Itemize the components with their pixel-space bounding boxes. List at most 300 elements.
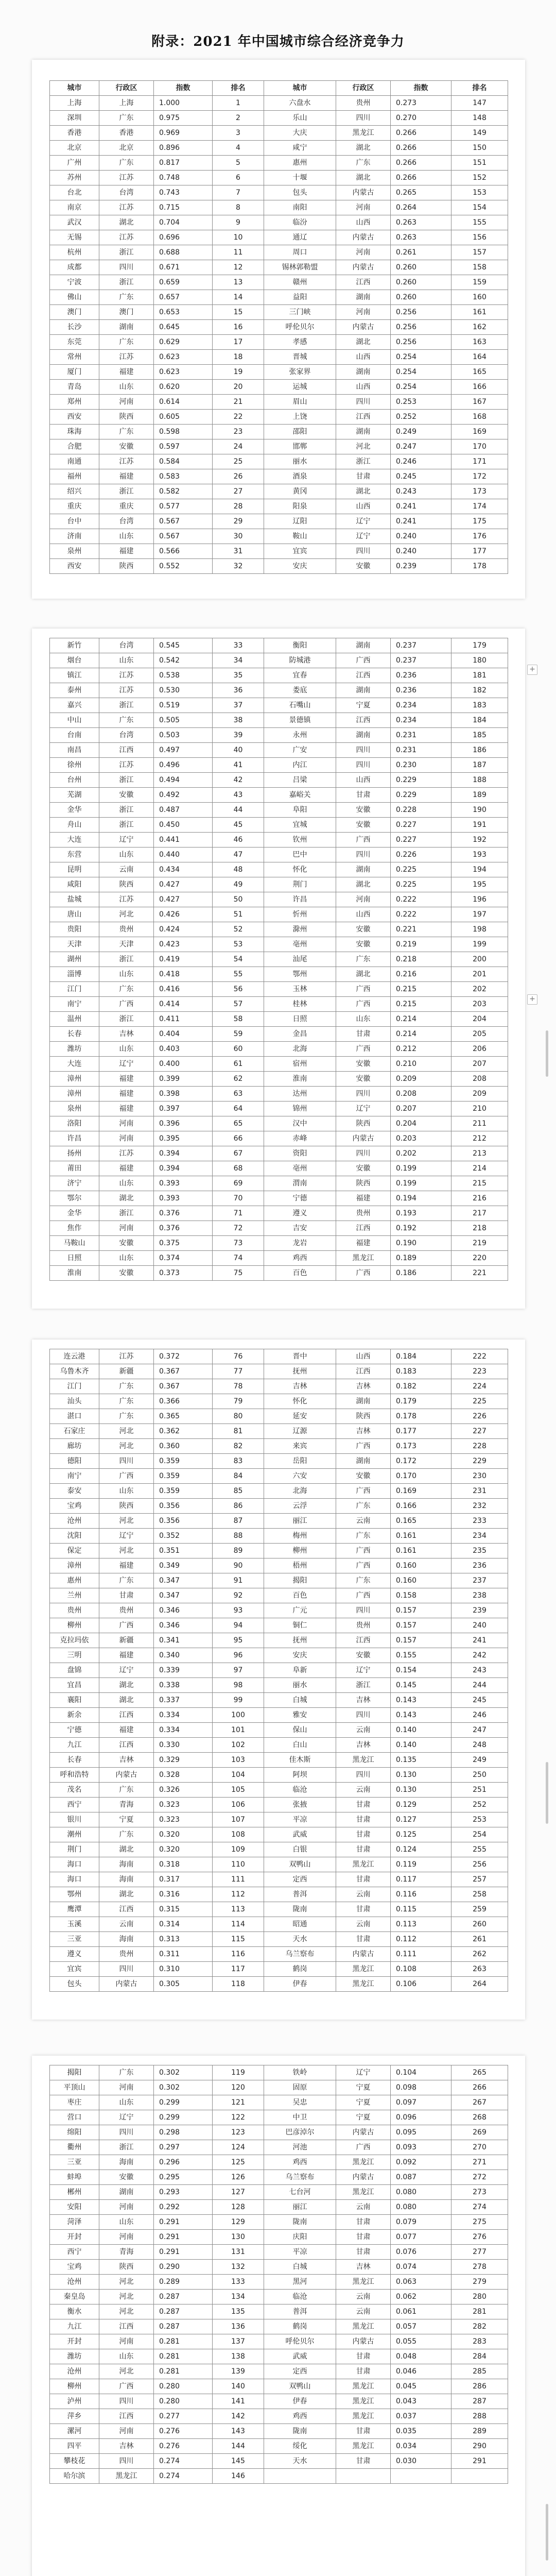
table-cell: 236 (451, 1558, 508, 1573)
table-cell: 上海 (99, 96, 154, 111)
table-cell: 河南 (99, 2080, 154, 2095)
table-cell: 吕梁 (264, 773, 336, 788)
table-cell: 216 (451, 1191, 508, 1206)
table-row (50, 877, 508, 892)
table-cell: 安徽 (99, 439, 154, 454)
table-cell: 205 (451, 1027, 508, 1042)
table-cell: 四川 (336, 848, 391, 862)
table-cell: 121 (213, 2095, 264, 2110)
table-cell: 保山 (264, 1723, 336, 1738)
table-cell: 0.487 (154, 803, 213, 818)
table-cell: 0.243 (391, 484, 451, 499)
table-cell: 湖北 (336, 877, 391, 892)
table-row (50, 1101, 508, 1116)
table-cell: 270 (451, 2140, 508, 2155)
table-cell: 195 (451, 877, 508, 892)
table-cell: 九江 (50, 2319, 99, 2334)
table-cell: 0.270 (391, 111, 451, 126)
table-row (50, 1012, 508, 1027)
table-row (50, 1857, 508, 1872)
table-row (50, 1827, 508, 1842)
table-row (50, 1708, 508, 1723)
table-cell: 深圳 (50, 111, 99, 126)
table-cell: 湖北 (99, 1842, 154, 1857)
table-row (50, 1454, 508, 1469)
table-cell: 伊春 (264, 2394, 336, 2409)
table-cell: 0.280 (154, 2394, 213, 2409)
table-row (50, 2319, 508, 2334)
table-cell: 甘肃 (336, 1842, 391, 1857)
table-cell: 湖北 (336, 967, 391, 982)
table-cell: 0.399 (154, 1072, 213, 1087)
table-row (50, 2409, 508, 2424)
table-cell: 54 (213, 952, 264, 967)
table-cell: 白城 (264, 2260, 336, 2275)
table-cell: 103 (213, 1753, 264, 1768)
table-cell: 云南 (336, 1917, 391, 1932)
table-cell: 安徽 (99, 788, 154, 803)
table-cell: 167 (451, 395, 508, 410)
table-cell: 宜宾 (50, 1962, 99, 1977)
table-cell: 三亚 (50, 2155, 99, 2170)
table-cell: 0.061 (391, 2304, 451, 2319)
table-cell: 272 (451, 2170, 508, 2185)
table-cell: 0.743 (154, 185, 213, 200)
table-cell: 郴州 (50, 2185, 99, 2200)
table-cell: 江苏 (99, 171, 154, 185)
table-cell: 0.247 (391, 439, 451, 454)
table-cell: 铜仁 (264, 1618, 336, 1633)
table-cell: 惠州 (264, 156, 336, 171)
table-cell: 泉州 (50, 544, 99, 559)
table-cell: 169 (451, 425, 508, 439)
table-row (50, 365, 508, 380)
table-cell: 阜新 (264, 1663, 336, 1678)
table-cell: 0.199 (391, 1161, 451, 1176)
table-row (50, 2439, 508, 2454)
table-cell: 广西 (99, 997, 154, 1012)
table-cell: 扬州 (50, 1146, 99, 1161)
table-cell: 丽江 (264, 2200, 336, 2215)
table-row (50, 638, 508, 653)
table-row (50, 410, 508, 425)
table-cell: 呼和浩特 (50, 1768, 99, 1783)
scrollbar-thumb[interactable] (546, 2504, 548, 2561)
table-cell: 衡水 (50, 2304, 99, 2319)
table-cell: 中山 (50, 713, 99, 728)
table-cell: 0.318 (154, 1857, 213, 1872)
table-row (50, 1379, 508, 1394)
table-row (50, 1042, 508, 1057)
table-cell: 福建 (99, 1723, 154, 1738)
table-row (50, 1499, 508, 1514)
table-cell: 225 (451, 1394, 508, 1409)
table-cell: 0.291 (154, 2245, 213, 2260)
scrollbar-thumb[interactable] (546, 1030, 548, 1077)
table-cell: 287 (451, 2394, 508, 2409)
table-cell: 0.597 (154, 439, 213, 454)
table-cell: 湛口 (50, 1409, 99, 1424)
table-cell: 0.620 (154, 380, 213, 395)
table-cell: 衢州 (50, 2140, 99, 2155)
table-cell: 0.323 (154, 1798, 213, 1812)
table-cell: 282 (451, 2319, 508, 2334)
table-cell: 0.214 (391, 1027, 451, 1042)
column-header: 排名 (213, 81, 264, 96)
table-cell: 223 (451, 1364, 508, 1379)
table-cell: 西安 (50, 410, 99, 425)
table-cell: 云南 (336, 2200, 391, 2215)
table-cell: 0.034 (391, 2439, 451, 2454)
table-row (50, 698, 508, 713)
table-cell: 云南 (99, 862, 154, 877)
table-cell: 河北 (99, 2364, 154, 2379)
table-cell: 河北 (99, 1439, 154, 1454)
table-cell: 西宁 (50, 1798, 99, 1812)
table-cell: 0.169 (391, 1484, 451, 1499)
table-row (50, 2080, 508, 2095)
table-cell: 219 (451, 1236, 508, 1251)
table-cell: 鸡西 (264, 1251, 336, 1266)
table-cell: 山东 (99, 380, 154, 395)
table-cell: 舟山 (50, 818, 99, 833)
table-cell: 广东 (99, 1379, 154, 1394)
table-cell: 桂林 (264, 997, 336, 1012)
table-cell: 江苏 (99, 1349, 154, 1364)
table-cell: 0.113 (391, 1917, 451, 1932)
table-cell: 61 (213, 1057, 264, 1072)
table-cell: 180 (451, 653, 508, 668)
table-cell: 107 (213, 1812, 264, 1827)
table-cell: 宜昌 (50, 1678, 99, 1693)
table-cell: 南通 (50, 454, 99, 469)
table-cell: 0.186 (391, 1266, 451, 1281)
table-cell: 陕西 (336, 1176, 391, 1191)
add-column-button[interactable]: + (527, 994, 537, 1005)
table-cell: 云南 (336, 1887, 391, 1902)
table-cell: 147 (451, 96, 508, 111)
table-cell: 6 (213, 171, 264, 185)
table-cell: 0.140 (391, 1738, 451, 1753)
table-cell: 9 (213, 215, 264, 230)
table-cell: 柳州 (50, 1618, 99, 1633)
table-cell: 0.367 (154, 1379, 213, 1394)
table-cell: 宝鸡 (50, 2260, 99, 2275)
table-cell: 宜宾 (264, 544, 336, 559)
table-cell: 0.263 (391, 230, 451, 245)
table-cell: 0.519 (154, 698, 213, 713)
table-cell: 甘肃 (336, 1027, 391, 1042)
table-cell: 安徽 (99, 1266, 154, 1281)
table-cell: 广东 (336, 952, 391, 967)
table-cell: 0.297 (154, 2140, 213, 2155)
table-cell: 酒泉 (264, 469, 336, 484)
table-cell: 0.290 (154, 2260, 213, 2275)
table-cell: 0.340 (154, 1648, 213, 1663)
table-cell: 291 (451, 2454, 508, 2469)
table-cell: 0.299 (154, 2095, 213, 2110)
table-cell: 231 (451, 1484, 508, 1499)
table-row (50, 1266, 508, 1281)
table-cell: 南宁 (50, 997, 99, 1012)
scrollbar-thumb[interactable] (546, 1762, 548, 1824)
table-cell: 56 (213, 982, 264, 997)
table-cell: 内蒙古 (336, 320, 391, 335)
table-cell: 0.398 (154, 1087, 213, 1101)
table-cell: 0.688 (154, 245, 213, 260)
table-cell: 甘肃 (336, 1932, 391, 1947)
table-cell: 阿坝 (264, 1768, 336, 1783)
table-cell: 河南 (99, 1116, 154, 1131)
table-cell: 13 (213, 275, 264, 290)
table-cell: 0.043 (391, 2394, 451, 2409)
table-cell: 0.254 (391, 380, 451, 395)
table-cell: 0.240 (391, 529, 451, 544)
table-cell: 攀枝花 (50, 2454, 99, 2469)
table-row (50, 1738, 508, 1753)
table-cell: 0.583 (154, 469, 213, 484)
table-row (50, 529, 508, 544)
table-cell: 辽宁 (336, 2065, 391, 2080)
table-cell: 0.260 (391, 290, 451, 305)
table-cell: 黑龙江 (336, 2394, 391, 2409)
table-cell: 百色 (264, 1588, 336, 1603)
table-cell: 广东 (99, 1827, 154, 1842)
table-cell: 0.427 (154, 892, 213, 907)
table-cell: 0.503 (154, 728, 213, 743)
table-cell: 辽阳 (264, 514, 336, 529)
table-cell: 普洱 (264, 2304, 336, 2319)
table-cell: 284 (451, 2349, 508, 2364)
table-cell: 0.423 (154, 937, 213, 952)
table-cell: 233 (451, 1514, 508, 1529)
table-cell: 265 (451, 2065, 508, 2080)
table-cell: 澳门 (99, 305, 154, 320)
table-cell: 66 (213, 1131, 264, 1146)
table-cell: 0.074 (391, 2260, 451, 2275)
table-cell: 陇南 (264, 2424, 336, 2439)
table-cell: 88 (213, 1529, 264, 1544)
table-cell: 延安 (264, 1409, 336, 1424)
table-cell: 福建 (99, 544, 154, 559)
table-cell: 湖北 (99, 1693, 154, 1708)
table-row (50, 1057, 508, 1072)
table-cell: 111 (213, 1872, 264, 1887)
table-cell: 芜湖 (50, 788, 99, 803)
table-cell: 0.696 (154, 230, 213, 245)
table-cell: 41 (213, 758, 264, 773)
table-cell: 七台河 (264, 2185, 336, 2200)
table-cell: 0.116 (391, 1887, 451, 1902)
table-cell: 221 (451, 1266, 508, 1281)
table-cell: 199 (451, 937, 508, 952)
table-cell: 57 (213, 997, 264, 1012)
table-cell: 0.157 (391, 1618, 451, 1633)
table-cell: 四川 (336, 544, 391, 559)
table-cell: 青岛 (50, 380, 99, 395)
table-cell: 179 (451, 638, 508, 653)
table-cell: 甘肃 (336, 2245, 391, 2260)
table-cell: 临汾 (264, 215, 336, 230)
table-cell: 251 (451, 1783, 508, 1798)
table-cell: 0.653 (154, 305, 213, 320)
table-cell: 11 (213, 245, 264, 260)
table-cell: 220 (451, 1251, 508, 1266)
table-cell: 珠海 (50, 425, 99, 439)
table-cell: 江西 (99, 1738, 154, 1753)
table-cell: 33 (213, 638, 264, 653)
table-cell: 0.896 (154, 141, 213, 156)
table-cell: 克拉玛依 (50, 1633, 99, 1648)
table-cell: 23 (213, 425, 264, 439)
table-cell: 0.315 (154, 1902, 213, 1917)
table-cell: 162 (451, 320, 508, 335)
table-cell: 125 (213, 2155, 264, 2170)
table-cell: 柳州 (50, 2379, 99, 2394)
table-cell: 0.193 (391, 1206, 451, 1221)
table-cell: 19 (213, 365, 264, 380)
table-cell: 259 (451, 1902, 508, 1917)
table-row (50, 2275, 508, 2290)
table-cell: 73 (213, 1236, 264, 1251)
table-cell: 0.266 (391, 126, 451, 141)
table-cell: 吴忠 (264, 2095, 336, 2110)
table-row (50, 937, 508, 952)
table-cell: 158 (451, 260, 508, 275)
table-row (50, 967, 508, 982)
table-cell: 淄博 (50, 967, 99, 982)
table-cell: 97 (213, 1663, 264, 1678)
table-cell: 0.492 (154, 788, 213, 803)
table-cell: 吉林 (336, 2260, 391, 2275)
table-cell: 0.614 (154, 395, 213, 410)
table-cell: 0.584 (154, 454, 213, 469)
table-cell: 重庆 (99, 499, 154, 514)
table-cell: 124 (213, 2140, 264, 2155)
table-cell: 63 (213, 1087, 264, 1101)
table-cell: 广东 (99, 2065, 154, 2080)
table-cell: 吉林 (99, 1027, 154, 1042)
table-cell: 72 (213, 1221, 264, 1236)
table-cell: 0.356 (154, 1514, 213, 1529)
table-cell: 0.302 (154, 2080, 213, 2095)
table-cell: 金华 (50, 1206, 99, 1221)
table-row (50, 499, 508, 514)
table-cell: 内蒙古 (336, 2334, 391, 2349)
table-cell: 0.281 (154, 2364, 213, 2379)
table-cell: 0.403 (154, 1042, 213, 1057)
table-cell: 145 (213, 2454, 264, 2469)
table-cell: 0.046 (391, 2364, 451, 2379)
table-cell: 28 (213, 499, 264, 514)
table-cell: 110 (213, 1857, 264, 1872)
table-cell: 2 (213, 111, 264, 126)
table-cell: 海口 (50, 1872, 99, 1887)
table-cell: 广东 (336, 156, 391, 171)
table-cell: 0.434 (154, 862, 213, 877)
table-cell: 浙江 (99, 952, 154, 967)
table-cell: 龙岩 (264, 1236, 336, 1251)
add-row-button[interactable]: + (527, 665, 537, 675)
table-row (50, 1723, 508, 1738)
table-row (50, 2185, 508, 2200)
table-cell: 甘肃 (336, 2424, 391, 2439)
table-cell: 0.055 (391, 2334, 451, 2349)
table-cell: 东营 (50, 848, 99, 862)
table-cell: 浙江 (99, 2140, 154, 2155)
table-cell: 广东 (99, 1573, 154, 1588)
table-row (50, 1087, 508, 1101)
table-cell: 129 (213, 2215, 264, 2230)
table-cell: 内蒙古 (336, 2125, 391, 2140)
table-cell: 140 (213, 2379, 264, 2394)
table-cell: 192 (451, 833, 508, 848)
table-cell: 206 (451, 1042, 508, 1057)
table-cell: 22 (213, 410, 264, 425)
table-cell: 哈尔滨 (50, 2469, 99, 2484)
table-cell: 27 (213, 484, 264, 499)
table-cell: 广西 (336, 1544, 391, 1558)
table-cell: 贵州 (99, 922, 154, 937)
table-cell: 湖北 (99, 1887, 154, 1902)
table-cell: 86 (213, 1499, 264, 1514)
table-cell: 0.062 (391, 2290, 451, 2304)
table-cell: 131 (213, 2245, 264, 2260)
table-cell: 226 (451, 1409, 508, 1424)
table-cell: 广东 (99, 111, 154, 126)
table-cell: 西安 (50, 559, 99, 574)
table-row (50, 200, 508, 215)
table-cell: 193 (451, 848, 508, 862)
table-cell: 0.287 (154, 2290, 213, 2304)
table-cell: 湖北 (336, 335, 391, 350)
table-cell: 广东 (336, 1499, 391, 1514)
table-cell: 83 (213, 1454, 264, 1469)
table-row (50, 922, 508, 937)
table-cell: 0.119 (391, 1857, 451, 1872)
table-cell: 呼伦贝尔 (264, 2334, 336, 2349)
table-cell: 江苏 (99, 350, 154, 365)
table-row (50, 1409, 508, 1424)
table-cell: 广元 (264, 1603, 336, 1618)
table-cell: 四川 (336, 1708, 391, 1723)
table-cell: 河南 (336, 200, 391, 215)
table-cell: 0.264 (391, 200, 451, 215)
table-cell: 河北 (99, 2290, 154, 2304)
table-cell: 鸡西 (264, 2155, 336, 2170)
table-cell: 六盘水 (264, 96, 336, 111)
table-cell: 230 (451, 1469, 508, 1484)
table-cell: 0.362 (154, 1424, 213, 1439)
table-cell: 抚州 (264, 1364, 336, 1379)
table-row (50, 1514, 508, 1529)
table-cell: 广东 (99, 1394, 154, 1409)
table-cell: 0.346 (154, 1618, 213, 1633)
table-cell: 鹰潭 (50, 1902, 99, 1917)
table-row (50, 1161, 508, 1176)
table-cell: 潍坊 (50, 1042, 99, 1057)
table-cell: 广州 (50, 156, 99, 171)
table-cell: 0.450 (154, 818, 213, 833)
table-cell: 遵义 (264, 1206, 336, 1221)
table-row (50, 788, 508, 803)
table-cell: 130 (213, 2230, 264, 2245)
table-cell: 日照 (264, 1012, 336, 1027)
table-row (50, 1977, 508, 1992)
table-cell: 赤峰 (264, 1131, 336, 1146)
table-cell: 资阳 (264, 1146, 336, 1161)
table-cell: 许昌 (264, 892, 336, 907)
